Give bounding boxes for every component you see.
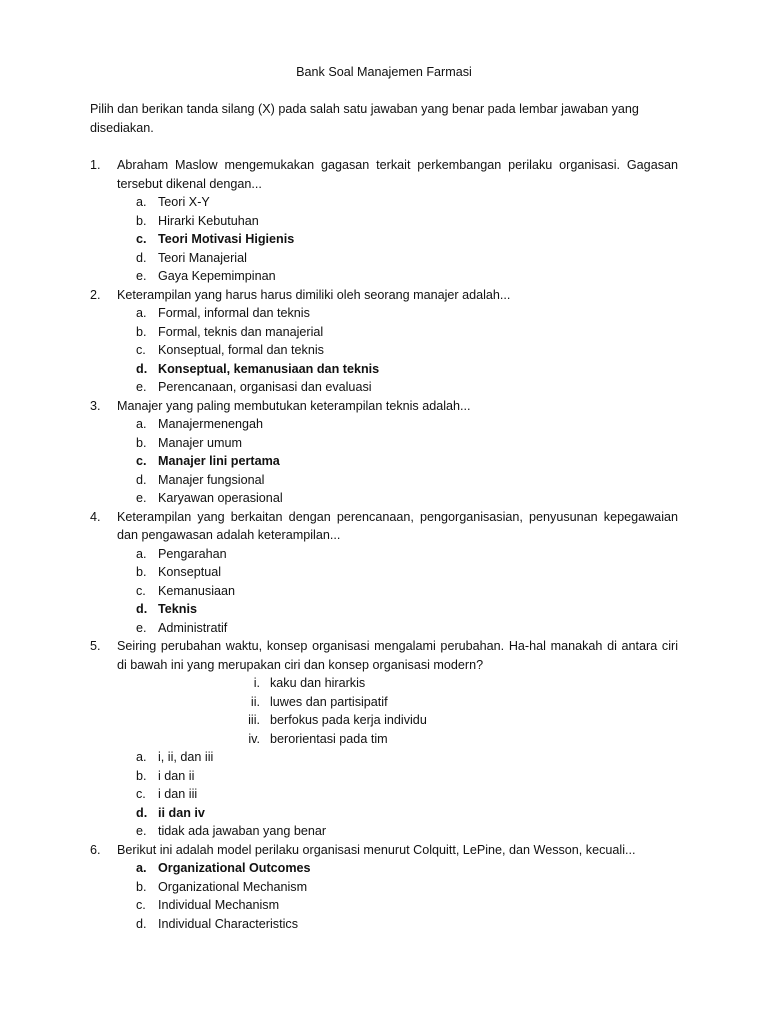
- option-letter: b.: [136, 324, 147, 339]
- question-2: [90, 286, 678, 305]
- option-text: Manajer lini pertama: [158, 454, 280, 468]
- option-text: Administratif: [158, 620, 228, 635]
- option-letter: a.: [136, 750, 147, 764]
- option-3e: [90, 489, 678, 508]
- question-4: [90, 508, 678, 545]
- question-number: 5.: [90, 639, 101, 653]
- option-text: Karyawan operasional: [158, 491, 283, 505]
- option-text: Organizational Mechanism: [158, 879, 308, 894]
- option-letter: a.: [136, 195, 147, 209]
- option-letter: b.: [136, 565, 147, 579]
- option-6d: [90, 915, 678, 934]
- option-text: Hirarki Kebutuhan: [158, 213, 259, 228]
- question-1: [90, 156, 678, 193]
- option-letter: b.: [136, 435, 147, 450]
- question-number: 2.: [90, 287, 101, 302]
- option-6a-answer: [90, 859, 678, 878]
- option-letter: e.: [136, 269, 147, 283]
- option-2e: [90, 378, 678, 397]
- question-text: Abraham Maslow mengemukakan gagasan terkait perkembangan perilaku organisasi. Gagasan tersebut dikenal dengan...: [117, 158, 678, 191]
- option-6c: [90, 896, 678, 915]
- question-text: Berikut ini adalah model perilaku organisasi menurut Colquitt, LePine, dan Wesson, kecuali...: [117, 842, 636, 857]
- roman-item-i: [90, 674, 678, 693]
- option-text: tidak ada jawaban yang benar: [158, 824, 327, 838]
- option-text: Teknis: [158, 602, 197, 616]
- roman-text: berfokus pada kerja individu: [270, 713, 427, 727]
- option-text: Pengarahan: [158, 546, 227, 561]
- question-text: Keterampilan yang harus harus dimiliki oleh seorang manajer adalah...: [117, 287, 511, 302]
- option-letter: e.: [136, 824, 147, 838]
- option-text: Individual Characteristics: [158, 916, 298, 931]
- option-text: Konseptual, formal dan teknis: [158, 343, 324, 357]
- option-text: Teori Manajerial: [158, 250, 247, 265]
- option-text: i dan ii: [158, 768, 195, 783]
- option-3a: [90, 415, 678, 434]
- roman-item-ii: [90, 693, 678, 712]
- option-4d-answer: [90, 600, 678, 619]
- option-text: i, ii, dan iii: [158, 750, 214, 764]
- option-letter: d.: [136, 250, 147, 265]
- question-6: [90, 841, 678, 860]
- option-letter: c.: [136, 232, 147, 246]
- option-2b: [90, 323, 678, 342]
- option-5b: [90, 767, 678, 786]
- question-3: [90, 397, 678, 416]
- option-letter: d.: [136, 916, 147, 931]
- option-1d: [90, 249, 678, 268]
- option-text: Manajer umum: [158, 435, 242, 450]
- roman-item-iv: [90, 730, 678, 749]
- option-text: i dan iii: [158, 787, 198, 801]
- roman-number: i.: [253, 676, 260, 690]
- option-text: Perencanaan, organisasi dan evaluasi: [158, 380, 372, 394]
- option-5e: [90, 822, 678, 841]
- roman-number: iv.: [248, 731, 260, 746]
- option-letter: d.: [136, 472, 147, 487]
- option-text: Teori X-Y: [158, 195, 210, 209]
- option-letter: e.: [136, 491, 147, 505]
- option-letter: c.: [136, 787, 146, 801]
- instruction-text: Pilih dan berikan tanda silang (X) pada salah satu jawaban yang benar pada lembar jawaban yang disediakan.: [90, 102, 639, 135]
- roman-text: berorientasi pada tim: [270, 731, 388, 746]
- option-text: Individual Mechanism: [158, 898, 280, 912]
- option-letter: e.: [136, 620, 147, 635]
- option-text: Organizational Outcomes: [158, 861, 311, 875]
- option-2d-answer: [90, 360, 678, 379]
- option-letter: d.: [136, 361, 148, 376]
- option-1b: [90, 212, 678, 231]
- document-page: [90, 62, 678, 933]
- option-letter: b.: [136, 213, 147, 228]
- option-text: Konseptual, kemanusiaan dan teknis: [158, 361, 380, 376]
- option-3c-answer: [90, 452, 678, 471]
- option-letter: a.: [136, 546, 147, 561]
- question-text: Manajer yang paling membutukan keterampilan teknis adalah...: [117, 398, 471, 413]
- option-4c: [90, 582, 678, 601]
- option-1e: [90, 267, 678, 286]
- option-text: Kemanusiaan: [158, 583, 236, 598]
- roman-number: iii.: [248, 713, 260, 727]
- option-letter: d.: [136, 805, 148, 820]
- option-letter: e.: [136, 380, 147, 394]
- option-4b: [90, 563, 678, 582]
- option-text: Formal, informal dan teknis: [158, 306, 310, 320]
- option-text: Teori Motivasi Higienis: [158, 232, 295, 246]
- option-5d-answer: [90, 804, 678, 823]
- option-6b: [90, 878, 678, 897]
- option-4e: [90, 619, 678, 638]
- option-3b: [90, 434, 678, 453]
- option-2c: [90, 341, 678, 360]
- option-1c-answer: [90, 230, 678, 249]
- question-number: 3.: [90, 398, 101, 413]
- option-text: Gaya Kepemimpinan: [158, 269, 276, 283]
- option-text: Manajer fungsional: [158, 472, 265, 487]
- option-letter: a.: [136, 861, 147, 875]
- question-text: Seiring perubahan waktu, konsep organisasi mengalami perubahan. Ha-hal manakah di antara ciri di bawah ini yang merupakan ciri dan konsep organisasi modern?: [117, 639, 678, 672]
- question-5: [90, 637, 678, 674]
- question-number: 6.: [90, 842, 101, 857]
- option-letter: b.: [136, 768, 147, 783]
- question-number: 1.: [90, 158, 101, 172]
- option-letter: d.: [136, 602, 148, 616]
- roman-text: kaku dan hirarkis: [270, 676, 366, 690]
- roman-item-iii: [90, 711, 678, 730]
- document-title: Bank Soal Manajemen Farmasi: [296, 65, 472, 79]
- option-text: ii dan iv: [158, 805, 205, 820]
- option-letter: c.: [136, 343, 146, 357]
- option-letter: a.: [136, 417, 147, 431]
- option-letter: b.: [136, 879, 147, 894]
- option-text: Konseptual: [158, 565, 222, 579]
- option-2a: [90, 304, 678, 323]
- option-letter: c.: [136, 454, 147, 468]
- option-letter: a.: [136, 306, 147, 320]
- option-4a: [90, 545, 678, 564]
- option-letter: c.: [136, 583, 146, 598]
- question-text: Keterampilan yang berkaitan dengan perencanaan, pengorganisasian, penyusunan kepegawaian dan pengawasan adalah keterampilan...: [117, 509, 678, 542]
- option-letter: c.: [136, 898, 146, 912]
- option-5a: [90, 748, 678, 767]
- roman-text: luwes dan partisipatif: [270, 694, 388, 709]
- option-text: Formal, teknis dan manajerial: [158, 324, 324, 339]
- roman-number: ii.: [250, 694, 260, 709]
- option-1a: [90, 193, 678, 212]
- option-5c: [90, 785, 678, 804]
- option-3d: [90, 471, 678, 490]
- question-number: 4.: [90, 509, 101, 524]
- option-text: Manajermenengah: [158, 417, 264, 431]
